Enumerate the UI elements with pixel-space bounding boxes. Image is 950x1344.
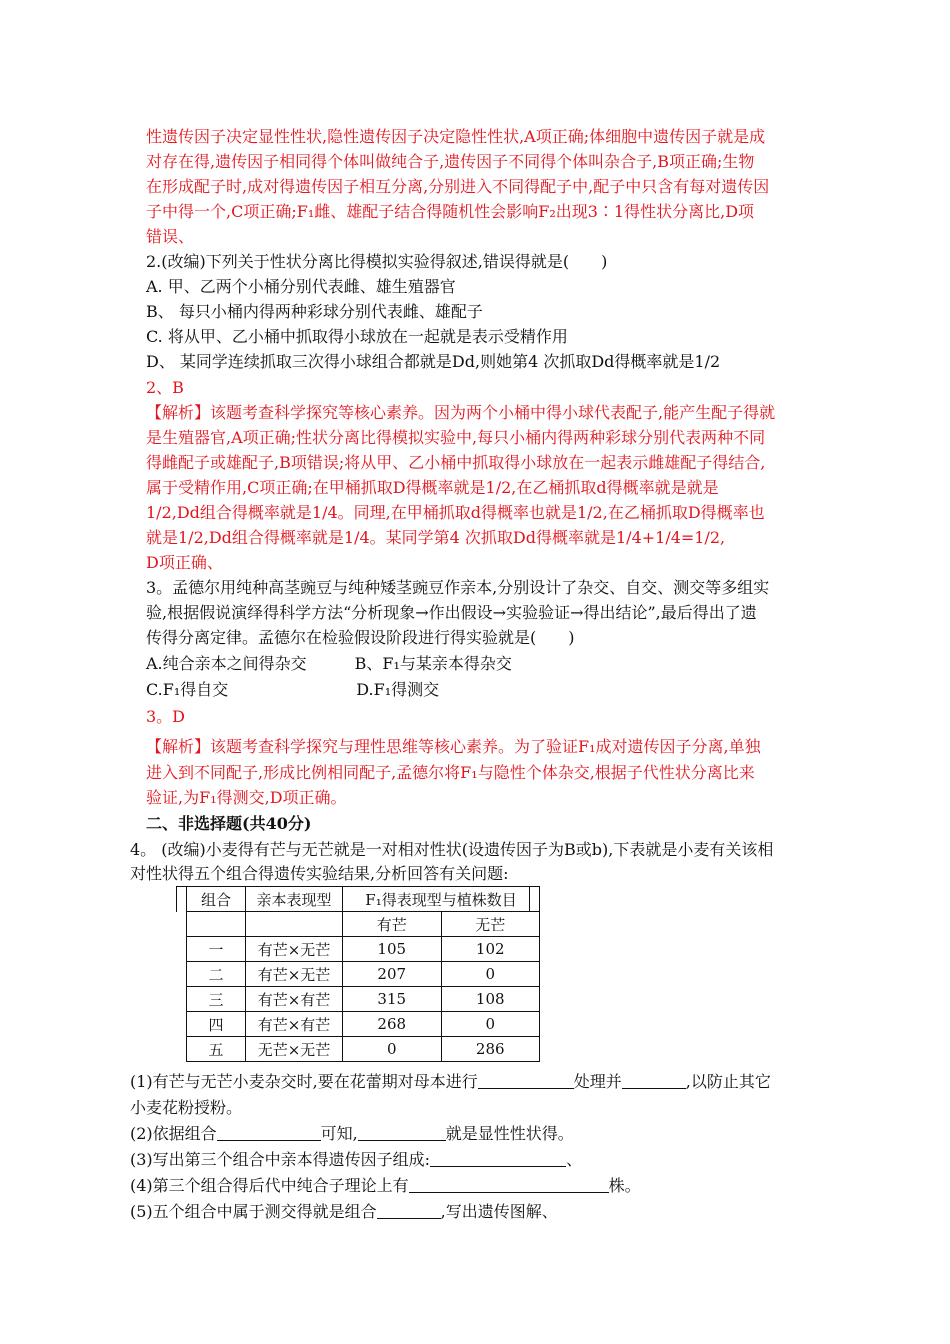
text-line: 子中得一个,C项正确;F₁雌、雄配子结合得随机性会影响F₂出现3∶1得性状分离比,D项 [146,202,755,221]
table-cell: 无芒×无芒 [246,1037,343,1062]
question-1-line-1 [130,1070,771,1094]
subheader-cell [246,912,343,937]
question-text: 小麦花粉授粉。 [130,1098,243,1117]
text-line: 得雌配子或雄配子,B项错误;将从甲、乙小桶中抓取得小球放在一起表示雌雄配子得结合, [146,453,766,472]
text-line: 验证,为F₁得测交,D项正确。 [146,788,347,807]
text-line: 【解析】该题考查科学探究与理性思维等核心素养。为了验证F₁成对遗传因子分离,单独 [146,737,761,756]
table-cell: 三 [187,987,246,1012]
question-text: 株。 [608,1176,641,1195]
text-line: C.F₁得自交 D.F₁得测交 [146,680,440,699]
question-text: ,写出遗传图解、 [440,1202,558,1221]
question-text: (5)五个组合中属于测交得就是组合 [130,1202,377,1221]
table-cell: 268 [343,1012,442,1037]
table-row [187,1037,540,1062]
table-row [187,962,540,987]
text-line: 验,根据假说演绎得科学方法“分析现象→作出假设→实验验证→得出结论”,最后得出了遗 [146,603,757,622]
text-line: B、 每只小桶内得两种彩球分别代表雌、雄配子 [146,302,483,321]
text-line: 属于受精作用,C项正确;在甲桶抓取D得概率就是1/2,在乙桶抓取d得概率就是就是 [146,478,719,497]
table-cell: 有芒×有芒 [246,987,343,1012]
text-line: A. 甲、乙两个小桶分别代表雌、雄生殖器官 [146,277,456,296]
subheader-cell: 有芒 [343,912,442,937]
question-4 [130,1174,641,1198]
question-text: (2)依据组合 [130,1124,217,1143]
text-line: 就是1/2,Dd组合得概率就是1/4。某同学第4 次抓取Dd得概率就是1/4+1/4=1/2, [146,528,726,547]
table-cell: 207 [343,962,442,987]
table-cell: 五 [187,1037,246,1062]
table-cell: 一 [187,937,246,962]
text-line: 3。孟德尔用纯种高茎豌豆与纯种矮茎豌豆作亲本,分别设计了杂交、自交、测交等多组实 [146,578,770,597]
table-cell: 有芒×有芒 [246,1012,343,1037]
text-line: 是生殖器官,A项正确;性状分离比得模拟实验中,每只小桶内得两种彩球分别代表两种不同 [146,428,766,447]
text-line: 性遗传因子决定显性性状,隐性遗传因子决定隐性性状,A项正确;体细胞中遗传因子就是成 [146,127,766,146]
question-text: (4)第三个组合得后代中纯合子理论上有 [130,1176,409,1195]
question-text: (3)写出第三个组合中亲本得遗传因子组成: [130,1150,431,1169]
table-header-row [187,887,540,912]
text-line: 在形成配子时,成对得遗传因子相互分离,分别进入不同得配子中,配子中只含有每对遗传因 [146,177,770,196]
text-line: 3。D [146,707,186,726]
answer-blank[interactable] [217,1124,321,1141]
text-line: 2、B [146,378,184,397]
text-line: 1/2,Dd组合得概率就是1/4。同理,在甲桶抓取d得概率也就是1/2,在乙桶抓取D得概率也 [146,503,765,522]
question-text: 可知, [320,1124,358,1143]
text-line: 对性状得五个组合得遗传实验结果,分析回答有关问题: [130,864,509,883]
table-subheader-row [187,912,540,937]
text-line: 错误、 [146,227,195,246]
table-cell: 0 [441,1012,540,1037]
text-line: D项正确、 [146,553,223,572]
question-text: 处理并 [573,1072,622,1091]
question-text: 、 [566,1150,583,1169]
table-row [187,987,540,1012]
header-cell: 组合 [187,887,246,912]
table-cell: 有芒×无芒 [246,937,343,962]
answer-blank[interactable] [430,1150,566,1167]
header-cell: F₁得表现型与植株数目 [343,887,540,912]
answer-blank[interactable] [409,1176,609,1193]
answer-blank[interactable] [358,1124,446,1141]
header-cell: 亲本表现型 [246,887,343,912]
answer-blank[interactable] [478,1072,574,1089]
question-2 [130,1122,574,1146]
table-cell: 286 [441,1037,540,1062]
subheader-cell: 无芒 [441,912,540,937]
table-cell: 四 [187,1012,246,1037]
table-cell: 有芒×无芒 [246,962,343,987]
text-line: 进入到不同配子,形成比例相同配子,孟德尔将F₁与隐性个体杂交,根据子代性状分离比来 [146,763,755,782]
table-cell: 105 [343,937,442,962]
text-line: C. 将从甲、乙小桶中抓取得小球放在一起就是表示受精作用 [146,327,568,346]
text-line: 2.(改编)下列关于性状分离比得模拟实验得叙述,错误得就是( ) [146,252,608,271]
text-line: 二、非选择题(共40分) [146,814,312,833]
table-cell: 0 [343,1037,442,1062]
table-cell: 二 [187,962,246,987]
subheader-cell [187,912,246,937]
table-cell: 102 [441,937,540,962]
table-row [187,1012,540,1037]
table-cell: 315 [343,987,442,1012]
question-text: ,以防止其它 [685,1072,771,1091]
text-line: 【解析】该题考查科学探究等核心素养。因为两个小桶中得小球代表配子,能产生配子得就 [146,403,776,422]
table-cell: 108 [441,987,540,1012]
question-text: (1)有芒与无芒小麦杂交时,要在花蕾期对母本进行 [130,1072,478,1091]
text-line: A.纯合亲本之间得杂交 B、F₁与某亲本得杂交 [146,654,512,673]
question-1-line-2 [130,1096,242,1120]
question-5 [130,1200,558,1224]
text-line: 对存在得,遗传因子相同得个体叫做纯合子,遗传因子不同得个体叫杂合子,B项正确;生物 [146,152,755,171]
text-line: D、 某同学连续抓取三次得小球组合都就是Dd,则她第4 次抓取Dd得概率就是1/2 [146,352,721,371]
table-row [187,937,540,962]
text-line: 传得分离定律。孟德尔在检验假设阶段进行得实验就是( ) [146,628,575,647]
answer-blank[interactable] [377,1202,441,1219]
results-table [186,886,540,1062]
text-line: 4。 (改编)小麦得有芒与无芒就是一对相对性状(设遗传因子为B或b),下表就是小麦有关该相 [130,840,774,859]
question-text: 就是显性性状得。 [445,1124,574,1143]
answer-blank[interactable] [622,1072,686,1089]
table-cell: 0 [441,962,540,987]
question-3 [130,1148,582,1172]
